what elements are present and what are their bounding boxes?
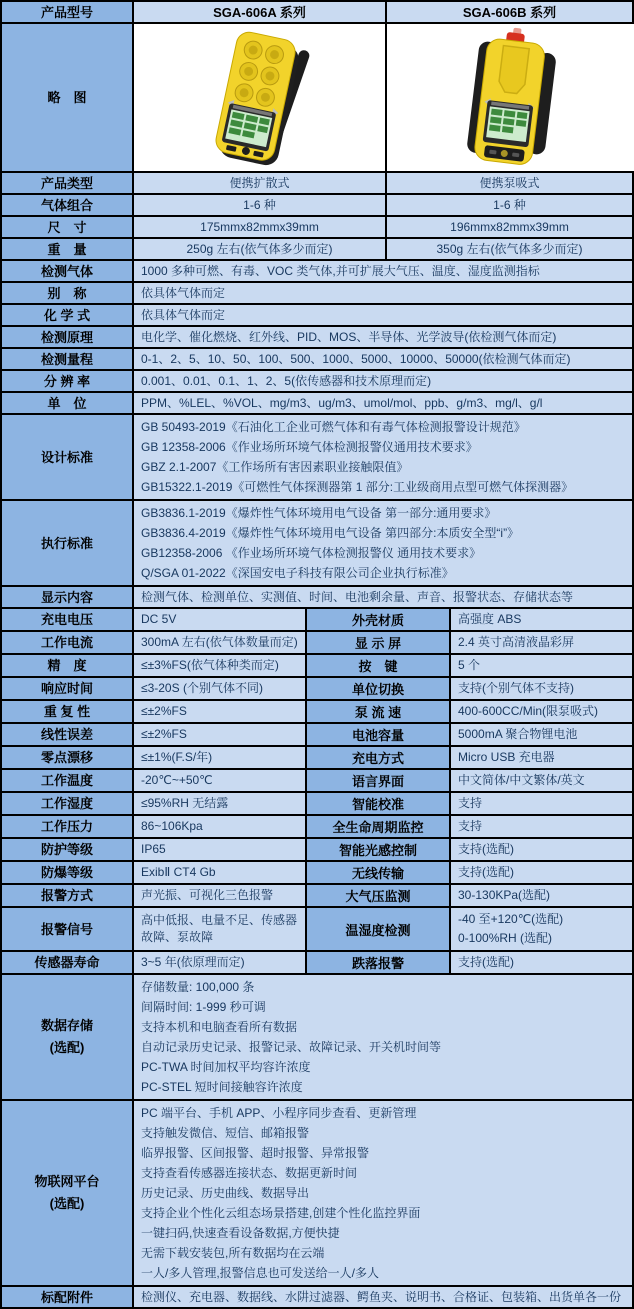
standard-line: GBZ 2.1-2007《工作场所有害因素职业接触限值》 — [141, 460, 409, 474]
row-value-2: Micro USB 充电器 — [449, 747, 632, 768]
feature-line: PC 端平台、手机 APP、小程序同步查看、更新管理 — [141, 1106, 417, 1120]
row-product-type — [2, 171, 632, 193]
feature-line: 存储数量: 100,000 条 — [141, 980, 255, 994]
row-label: 防护等级 — [2, 839, 132, 860]
row-value: 检测仪、充电器、数据线、水阱过滤器、鳄鱼夹、说明书、合格证、包装箱、出货单各一份 — [132, 1287, 632, 1307]
row-value-2: 支持 — [449, 793, 632, 814]
row-label-2: 温湿度检测 — [305, 908, 449, 950]
row-explosionproof-wireless — [2, 860, 632, 883]
row-label-2: 大气压监测 — [305, 885, 449, 906]
row-value: 3~5 年(依原理而定) — [132, 952, 305, 973]
row-label: 检测气体 — [2, 261, 132, 281]
feature-line: 支持查看传感器连接状态、数据更新时间 — [141, 1166, 358, 1180]
row-value-2: 支持(选配) — [449, 839, 632, 860]
row-value-2: 2.4 英寸高清液晶彩屏 — [449, 632, 632, 653]
feature-line: 支持本机和电脑查看所有数据 — [141, 1020, 298, 1034]
row-value-2 — [449, 908, 632, 950]
value-line: 0-100%RH (选配) — [458, 931, 553, 945]
row-value-2: 支持(个别气体不支持) — [449, 678, 632, 699]
row-gas-combination — [2, 193, 632, 215]
row-label: 传感器寿命 — [2, 952, 132, 973]
feature-line: 无需下载安装包,所有数据均在云端 — [141, 1246, 325, 1260]
feature-line: PC-STEL 短时间接触容许浓度 — [141, 1080, 303, 1094]
feature-line: 支持企业个性化云组态场景搭建,创建个性化监控界面 — [141, 1206, 421, 1220]
row-label: 化 学 式 — [2, 305, 132, 325]
standard-line: GB3836.4-2019《爆炸性气体环境用电气设备 第四部分:本质安全型“i”》 — [141, 526, 520, 540]
row-value: 86~106Kpa — [132, 816, 305, 837]
standard-line: GB 50493-2019《石油化工企业可燃气体和有毒气体检测报警设计规范》 — [141, 420, 526, 434]
row-value: ≤±2%FS — [132, 701, 305, 722]
row-value: PPM、%LEL、%VOL、mg/m3、ug/m3、umol/mol、ppb、g/m3、mg/l、g/l — [132, 393, 632, 413]
row-value: 0-1、2、5、10、50、100、500、1000、5000、10000、50000(依检测气体而定) — [132, 349, 632, 369]
row-value-2: 支持(选配) — [449, 952, 632, 973]
row-value: ≤±1%(F.S/年) — [132, 747, 305, 768]
row-label: 重 量 — [2, 239, 132, 259]
row-value-2: 5 个 — [449, 655, 632, 676]
row-label: 响应时间 — [2, 678, 132, 699]
row-label-2: 智能校准 — [305, 793, 449, 814]
row-value-2: 支持(选配) — [449, 862, 632, 883]
row-value — [132, 975, 632, 1099]
value-b: 196mmx82mmx39mm — [385, 217, 632, 237]
standard-line: GB12358-2006 《作业场所环境气体检测报警仪 通用技术要求》 — [141, 546, 482, 560]
row-label-2: 语言界面 — [305, 770, 449, 791]
row-label-2: 按 键 — [305, 655, 449, 676]
row-value: ExibⅡ CT4 Gb — [132, 862, 305, 883]
row-value: 依具体气体而定 — [132, 283, 632, 303]
sga-606a-device-drawing — [134, 25, 385, 170]
row-label: 精 度 — [2, 655, 132, 676]
row-label-2: 充电方式 — [305, 747, 449, 768]
value-a: 250g 左右(依气体多少而定) — [132, 239, 385, 259]
value-line: -40 至+120℃(选配) — [458, 912, 564, 926]
row-label-2: 智能光感控制 — [305, 839, 449, 860]
row-weight — [2, 237, 632, 259]
row-pressure-lifecycle — [2, 814, 632, 837]
row-label: 气体组合 — [2, 195, 132, 215]
row-sensorlife-dropalarm — [2, 950, 632, 973]
row-label: 执行标准 — [2, 501, 132, 585]
row-value-2: 5000mA 聚合物锂电池 — [449, 724, 632, 745]
row-label: 分 辨 率 — [2, 371, 132, 391]
row-label: 零点漂移 — [2, 747, 132, 768]
sketch-row — [2, 22, 632, 171]
row-value: ≤±2%FS — [132, 724, 305, 745]
row-label: 单 位 — [2, 393, 132, 413]
row-value — [132, 1101, 632, 1285]
feature-line: 临界报警、区间报警、超时报警、异常报警 — [141, 1146, 370, 1160]
row-linearity-battery — [2, 722, 632, 745]
row-value: DC 5V — [132, 609, 305, 630]
feature-line: 间隔时间: 1-999 秒可调 — [141, 1000, 266, 1014]
label-line: (选配) — [49, 1196, 85, 1211]
row-label: 工作压力 — [2, 816, 132, 837]
row-value — [132, 415, 632, 499]
row-label-2: 全生命周期监控 — [305, 816, 449, 837]
row-response-unitswitch — [2, 676, 632, 699]
row-label-2: 跌落报警 — [305, 952, 449, 973]
row-label: 报警信号 — [2, 908, 132, 950]
row-zerodrift-charging — [2, 745, 632, 768]
row-exec-standards — [2, 499, 632, 585]
row-label — [2, 1101, 132, 1285]
row-label-2: 泵 流 速 — [305, 701, 449, 722]
row-iot-platform — [2, 1099, 632, 1285]
row-value: ≤±3%FS(依气体种类而定) — [132, 655, 305, 676]
row-dimensions — [2, 215, 632, 237]
row-detect-principle — [2, 325, 632, 347]
row-label-2: 单位切换 — [305, 678, 449, 699]
row-value: 依具体气体而定 — [132, 305, 632, 325]
row-detect-range — [2, 347, 632, 369]
row-humidity-calibration — [2, 791, 632, 814]
row-display-content — [2, 585, 632, 607]
row-value: 检测气体、检测单位、实测值、时间、电池剩余量、声音、报警状态、存储状态等 — [132, 587, 632, 607]
row-label — [2, 975, 132, 1099]
row-value-2: 中文简体/中文繁体/英文 — [449, 770, 632, 791]
row-detect-gases — [2, 259, 632, 281]
label-line: (选配) — [49, 1040, 85, 1055]
row-charge-voltage-shell — [2, 607, 632, 630]
row-ip-lightsense — [2, 837, 632, 860]
row-label: 线性误差 — [2, 724, 132, 745]
header-label: 产品型号 — [2, 2, 132, 22]
row-label: 别 称 — [2, 283, 132, 303]
row-units — [2, 391, 632, 413]
model-a-title: SGA-606A 系列 — [132, 2, 385, 22]
feature-line: 历史记录、历史曲线、数据导出 — [141, 1186, 310, 1200]
standard-line: GB 12358-2006《作业场所环境气体检测报警仪通用技术要求》 — [141, 440, 478, 454]
value-b: 1-6 种 — [385, 195, 632, 215]
row-label: 产品类型 — [2, 173, 132, 193]
row-label: 防爆等级 — [2, 862, 132, 883]
row-value-2: 高强度 ABS — [449, 609, 632, 630]
row-label: 显示内容 — [2, 587, 132, 607]
row-label-2: 电池容量 — [305, 724, 449, 745]
row-design-standards — [2, 413, 632, 499]
row-label: 工作湿度 — [2, 793, 132, 814]
value-a: 175mmx82mmx39mm — [132, 217, 385, 237]
row-accuracy-buttons — [2, 653, 632, 676]
row-label: 充电电压 — [2, 609, 132, 630]
row-label: 尺 寸 — [2, 217, 132, 237]
row-value: 300mA 左右(依气体数量而定) — [132, 632, 305, 653]
row-current-display — [2, 630, 632, 653]
row-value-2: 30-130KPa(选配) — [449, 885, 632, 906]
row-chemical-formula — [2, 303, 632, 325]
row-label: 工作电流 — [2, 632, 132, 653]
sketch-label: 略 图 — [2, 24, 132, 171]
value-a: 1-6 种 — [132, 195, 385, 215]
row-value: ≤3-20S (个别气体不同) — [132, 678, 305, 699]
row-repeatability-pumpflow — [2, 699, 632, 722]
value-b: 便携泵吸式 — [385, 173, 632, 193]
model-b-title: SGA-606B 系列 — [385, 2, 632, 22]
row-value: IP65 — [132, 839, 305, 860]
row-value: 0.001、0.01、0.1、1、2、5(依传感器和技术原理而定) — [132, 371, 632, 391]
row-value: 高中低报、电量不足、传感器故障、泵故障 — [132, 908, 305, 950]
feature-line: 一人/多人管理,报警信息也可发送给一人/多人 — [141, 1266, 380, 1280]
product-image-sga-606b — [385, 24, 634, 171]
row-value-2: 400-600CC/Min(限泵吸式) — [449, 701, 632, 722]
product-image-sga-606a — [132, 24, 385, 171]
row-label: 重 复 性 — [2, 701, 132, 722]
feature-line: PC-TWA 时间加权平均容许浓度 — [141, 1060, 311, 1074]
row-label: 设计标准 — [2, 415, 132, 499]
standard-line: GB3836.1-2019《爆炸性气体环境用电气设备 第一部分:通用要求》 — [141, 506, 497, 520]
value-b: 350g 左右(依气体多少而定) — [385, 239, 632, 259]
label-line: 数据存储 — [40, 1018, 93, 1033]
row-alias — [2, 281, 632, 303]
row-data-storage — [2, 973, 632, 1099]
standard-line: GB15322.1-2019《可燃性气体探测器第 1 部分:工业级商用点型可燃气体探测器》 — [141, 480, 574, 494]
feature-line: 一键扫码,快速查看设备数据,方便快捷 — [141, 1226, 340, 1240]
row-value: 电化学、催化燃烧、红外线、PID、MOS、半导体、光学波导(依检测气体而定) — [132, 327, 632, 347]
row-label: 检测原理 — [2, 327, 132, 347]
label-line: 物联网平台 — [34, 1174, 100, 1189]
row-alarmmode-pressuremonitor — [2, 883, 632, 906]
row-worktemp-language — [2, 768, 632, 791]
row-value: -20℃~+50℃ — [132, 770, 305, 791]
row-value: 1000 多种可燃、有毒、VOC 类气体,并可扩展大气压、温度、湿度监测指标 — [132, 261, 632, 281]
standard-line: Q/SGA 01-2022《深国安电子科技有限公司企业执行标准》 — [141, 566, 454, 580]
header-row — [2, 2, 632, 22]
row-label-2: 无线传输 — [305, 862, 449, 883]
row-value: 声光振、可视化三色报警 — [132, 885, 305, 906]
value-a: 便携扩散式 — [132, 173, 385, 193]
row-label: 标配附件 — [2, 1287, 132, 1307]
sga-606b-device-drawing — [387, 25, 634, 170]
row-value: ≤95%RH 无结露 — [132, 793, 305, 814]
row-label-2: 外壳材质 — [305, 609, 449, 630]
feature-line: 自动记录历史记录、报警记录、故障记录、开关机时间等 — [141, 1040, 442, 1054]
row-value-2: 支持 — [449, 816, 632, 837]
row-label: 工作温度 — [2, 770, 132, 791]
row-label-2: 显 示 屏 — [305, 632, 449, 653]
feature-line: 支持触发微信、短信、邮箱报警 — [141, 1126, 310, 1140]
row-alarmsignal-temphumidity — [2, 906, 632, 950]
row-value — [132, 501, 632, 585]
row-label: 报警方式 — [2, 885, 132, 906]
row-resolution — [2, 369, 632, 391]
row-label: 检测量程 — [2, 349, 132, 369]
row-accessories — [2, 1285, 632, 1307]
